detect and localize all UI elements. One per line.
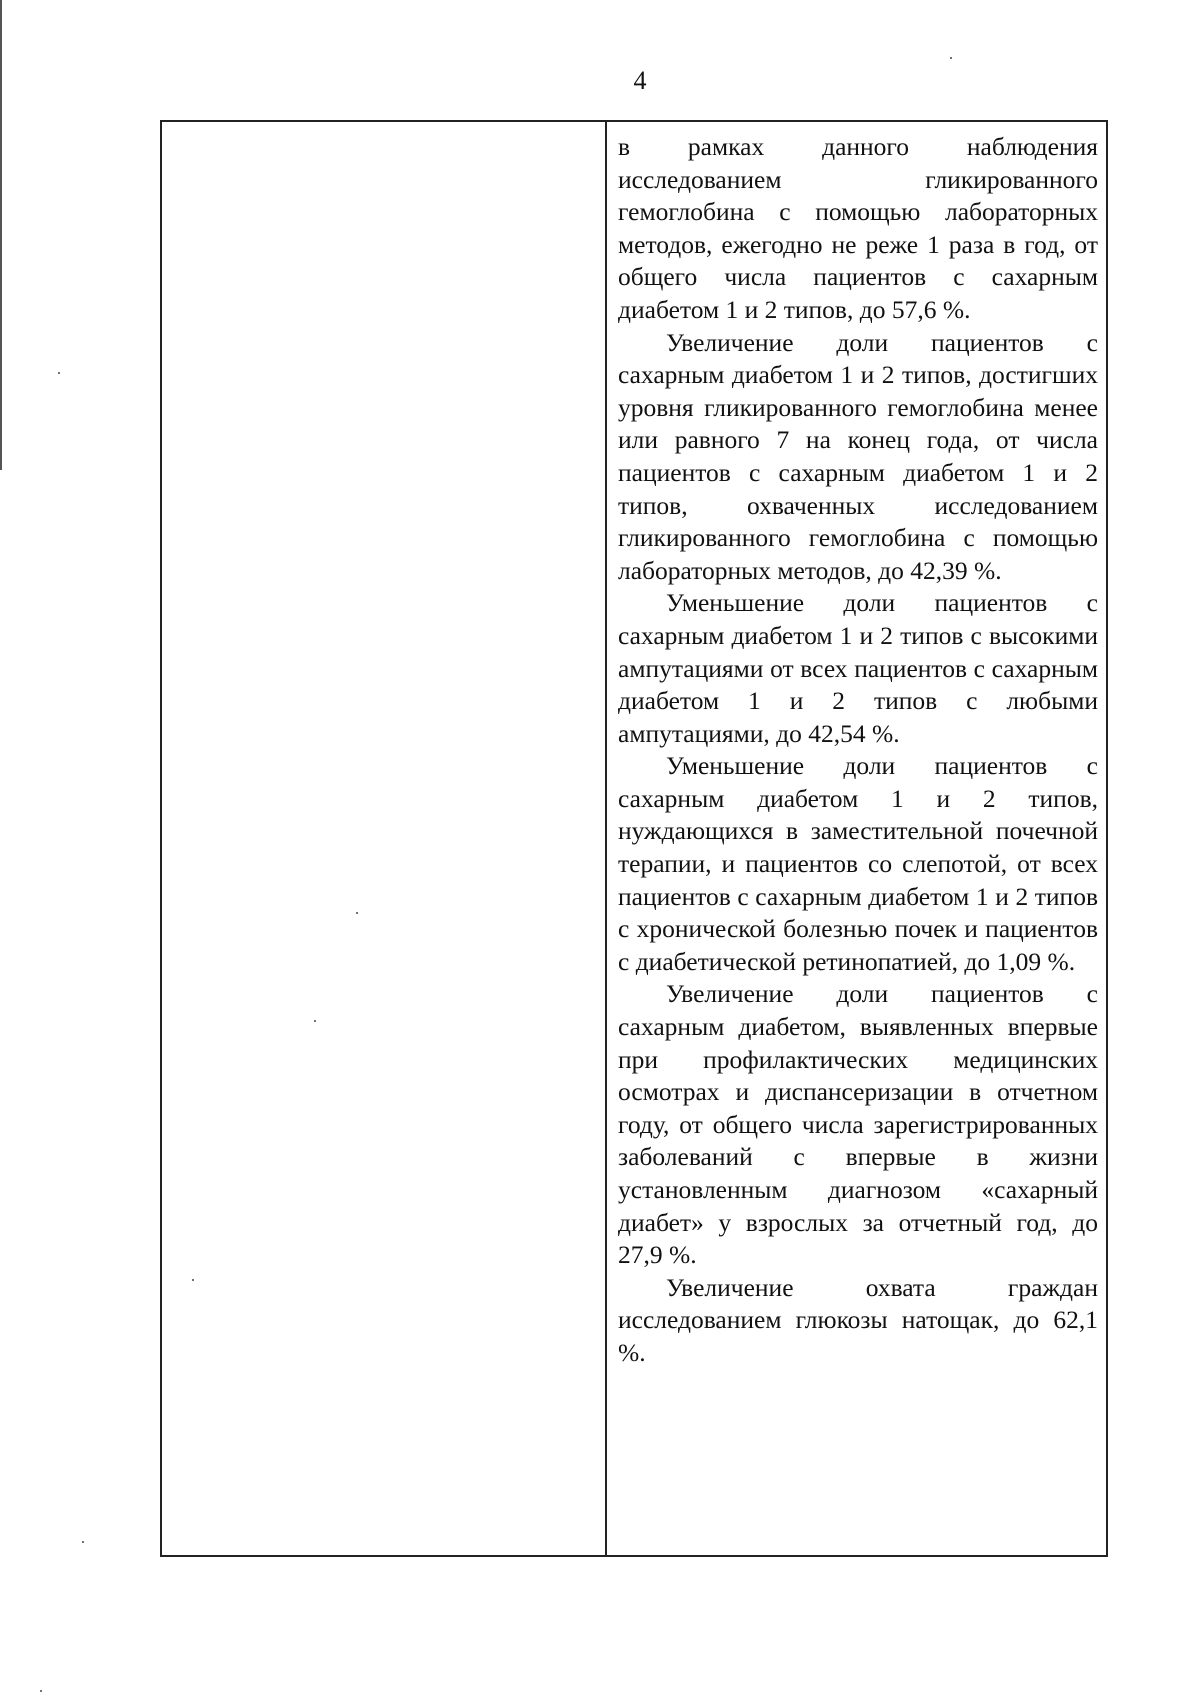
paragraph-continuation: в рамках данного наблюдения исследованием гликированного гемоглобина с помощью лабораторных методов, ежегодно не реже 1 раза в год, от общего числа пациентов с сахарным диабетом 1 и 2 типов, до 57,6 %. [618,132,1098,324]
paragraph-hba1c-target: Увеличение доли пациентов с сахарным диабетом 1 и 2 типов, достигших уровня гликированного гемоглобина менее или равного 7 на конец года, от числа пациентов с сахарным диабетом 1 и 2 типов, охваченных исследованием гликированного гемоглобина с помощью лабораторных методов, до 42,39 %. [618,327,1098,585]
table-cell-right [607,122,1106,1555]
scan-speck [950,57,952,59]
document-table [160,120,1108,1557]
paragraph-renal-therapy: Уменьшение доли пациентов с сахарным диабетом 1 и 2 типов, нуждающихся в заместительной почечной терапии, и пациентов со слепотой, от всех пациентов с сахарным диабетом 1 и 2 типов с хронической болезнью почек и пациентов с диабетической ретинопатией, до 1,09 %. [618,751,1098,976]
scan-speck [82,1541,84,1543]
scan-speck [40,1690,42,1692]
scan-speck [58,372,60,374]
paragraph-amputations: Уменьшение доли пациентов с сахарным диабетом 1 и 2 типов с высокими ампутациями от всех пациентов с сахарным диабетом 1 и 2 типов с любыми ампутациями, до 42,54 %. [618,588,1098,748]
table-cell-left [162,122,607,1555]
paragraph-glucose-screening: Увеличение охвата граждан исследованием глюкозы натощак, до 62,1 %. [618,1272,1098,1367]
page-number: 4 [633,66,647,95]
paragraph-detection: Увеличение доли пациентов с сахарным диабетом, выявленных впервые при профилактических медицинских осмотрах и диспансеризации в отчетном году, от общего числа зарегистрированных заболеваний с впервые в жизни установленным диагнозом «сахарный диабет» у взрослых за отчетный год, до 27,9 %. [618,979,1098,1270]
